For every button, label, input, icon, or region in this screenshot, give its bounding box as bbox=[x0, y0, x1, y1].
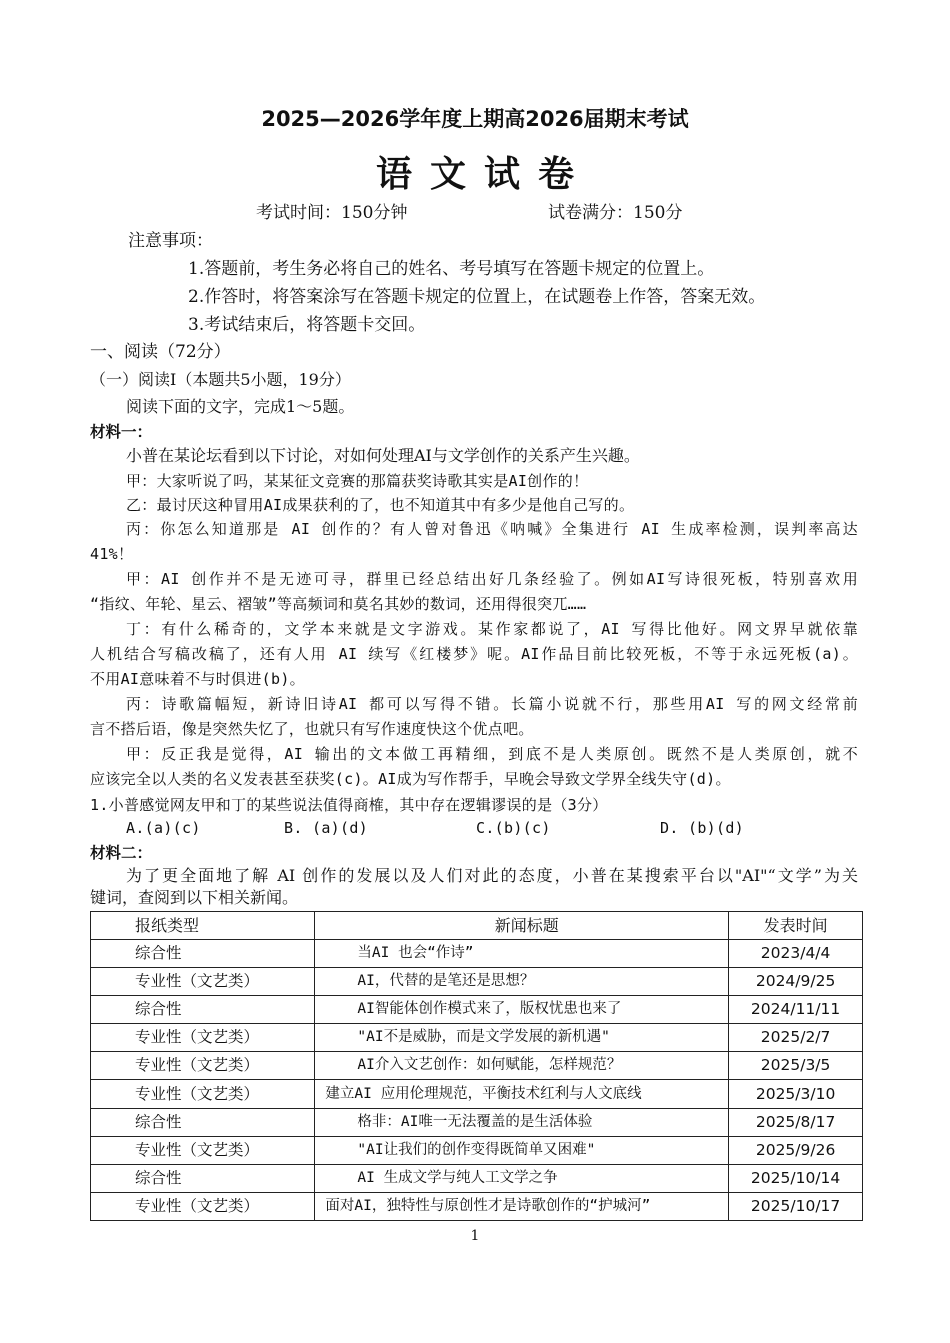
paper-type-cell: 专业性（文艺类） bbox=[91, 1080, 315, 1108]
notes-heading: 注意事项： bbox=[128, 231, 213, 251]
publish-date-cell: 2025/8/17 bbox=[729, 1108, 863, 1136]
full-score: 试卷满分：150分 bbox=[548, 203, 683, 223]
paper-type-cell: 专业性（文艺类） bbox=[91, 1024, 315, 1052]
table-row bbox=[91, 1192, 863, 1220]
table-row bbox=[91, 968, 863, 996]
exam-time: 考试时间：150分钟 bbox=[256, 203, 408, 223]
question-1-option-a: A.(a)(c) bbox=[126, 819, 201, 837]
material1-line: 应该完全以人类的名义发表甚至获奖(c)。AI成为写作帮手，早晚会导致文学界全线失守(d)。 bbox=[90, 770, 731, 788]
table-row bbox=[91, 940, 863, 968]
subject-title: 语文试卷 bbox=[375, 153, 592, 195]
news-title-cell: AI 生成文学与纯人工文学之争 bbox=[315, 1164, 729, 1192]
material2-label: 材料二： bbox=[90, 844, 153, 862]
page-number: 1 bbox=[470, 1228, 480, 1244]
section-title: 一、阅读（72分） bbox=[90, 342, 231, 362]
news-table bbox=[90, 911, 863, 1221]
publish-date-cell: 2025/3/10 bbox=[729, 1080, 863, 1108]
material1-line: 小普在某论坛看到以下讨论，对如何处理AI与文学创作的关系产生兴趣。 bbox=[126, 446, 640, 465]
publish-date-cell: 2025/2/7 bbox=[729, 1024, 863, 1052]
material1-line: 甲：AI 创作并不是无迹可寻，群里已经总结出好几条经验了。例如AI写诗很死板，特别喜欢用 bbox=[126, 570, 858, 588]
paper-type-cell: 综合性 bbox=[91, 1164, 315, 1192]
news-title-cell: AI智能体创作模式来了，版权忧患也来了 bbox=[315, 996, 729, 1024]
header-news-title: 新闻标题 bbox=[315, 912, 729, 940]
publish-date-cell: 2023/4/4 bbox=[729, 940, 863, 968]
publish-date-cell: 2025/10/14 bbox=[729, 1164, 863, 1192]
material2-intro: 键词，查阅到以下相关新闻。 bbox=[90, 888, 299, 907]
material2-intro: 为了更全面地了解 AI 创作的发展以及人们对此的态度，小普在某搜索平台以"AI"“文学”为关 bbox=[126, 866, 858, 885]
paper-type-cell: 专业性（文艺类） bbox=[91, 1052, 315, 1080]
table-row bbox=[91, 996, 863, 1024]
material1-line: 言不搭后语，像是突然失忆了，也就只有写作速度快这个优点吧。 bbox=[90, 720, 534, 738]
note-item: 3.考试结束后，将答题卡交回。 bbox=[188, 315, 426, 335]
news-title-cell: "AI不是威胁，而是文学发展的新机遇" bbox=[315, 1024, 729, 1052]
publish-date-cell: 2024/9/25 bbox=[729, 968, 863, 996]
news-title-cell: 面对AI，独特性与原创性才是诗歌创作的“护城河” bbox=[315, 1192, 729, 1220]
news-title-cell: 建立AI 应用伦理规范，平衡技术红利与人文底线 bbox=[315, 1080, 729, 1108]
subsection-title: （一）阅读Ⅰ（本题共5小题，19分） bbox=[90, 370, 351, 389]
exam-title: 2025—2026学年度上期高2026届期末考试 bbox=[261, 107, 689, 131]
news-title-cell: AI介入文艺创作：如何赋能，怎样规范？ bbox=[315, 1052, 729, 1080]
paper-type-cell: 综合性 bbox=[91, 940, 315, 968]
note-item: 1.答题前，考生务必将自己的姓名、考号填写在答题卡规定的位置上。 bbox=[188, 259, 715, 279]
header-publish-date: 发表时间 bbox=[729, 912, 863, 940]
table-row bbox=[91, 1164, 863, 1192]
question-1-option-d: D. (b)(d) bbox=[660, 819, 744, 837]
question-1-option-c: C.(b)(c) bbox=[476, 819, 551, 837]
material1-line: 丁：有什么稀奇的，文学本来就是文字游戏。某作家都说了，AI 写得比他好。网文界早就依靠 bbox=[126, 620, 858, 638]
news-title-cell: AI，代替的是笔还是思想？ bbox=[315, 968, 729, 996]
material1-line: 人机结合写稿改稿了，还有人用 AI 续写《红楼梦》呢。AI作品目前比较死板，不等于永远死板(a)。 bbox=[90, 645, 858, 663]
news-title-cell: "AI让我们的创作变得既简单又困难" bbox=[315, 1136, 729, 1164]
material1-line: 丙：你怎么知道那是 AI 创作的？有人曾对鲁迅《呐喊》全集进行 AI 生成率检测，误判率高达 bbox=[126, 520, 858, 538]
publish-date-cell: 2025/3/5 bbox=[729, 1052, 863, 1080]
material1-line: 甲：反正我是觉得，AI 输出的文本做工再精细，到底不是人类原创。既然不是人类原创，就不 bbox=[126, 745, 858, 763]
paper-type-cell: 专业性（文艺类） bbox=[91, 968, 315, 996]
material1-line: “指纹、年轮、星云、褶皱”等高频词和莫名其妙的数词，还用得很突兀…… bbox=[90, 595, 587, 613]
material1-label: 材料一： bbox=[90, 423, 153, 441]
note-item: 2.作答时，将答案涂写在答题卡规定的位置上，在试题卷上作答，答案无效。 bbox=[188, 287, 766, 307]
news-title-cell: 格非：AI唯一无法覆盖的是生活体验 bbox=[315, 1108, 729, 1136]
header-paper-type: 报纸类型 bbox=[91, 912, 315, 940]
table-row bbox=[91, 1024, 863, 1052]
reading-instruction: 阅读下面的文字，完成1～5题。 bbox=[126, 397, 355, 416]
publish-date-cell: 2025/10/17 bbox=[729, 1192, 863, 1220]
material1-line: 丙：诗歌篇幅短，新诗旧诗AI 都可以写得不错。长篇小说就不行，那些用AI 写的网文经常前 bbox=[126, 695, 858, 713]
material1-line: 甲：大家听说了吗，某某征文竞赛的那篇获奖诗歌其实是AI创作的！ bbox=[126, 472, 589, 490]
news-title-cell: 当AI 也会“作诗” bbox=[315, 940, 729, 968]
table-row bbox=[91, 1136, 863, 1164]
question-1-stem: 1.小普感觉网友甲和丁的某些说法值得商榷，其中存在逻辑谬误的是（3分） bbox=[90, 796, 608, 814]
question-1-option-b: B. (a)(d) bbox=[284, 819, 368, 837]
table-row bbox=[91, 1108, 863, 1136]
paper-type-cell: 综合性 bbox=[91, 1108, 315, 1136]
table-row bbox=[91, 1080, 863, 1108]
paper-type-cell: 综合性 bbox=[91, 996, 315, 1024]
publish-date-cell: 2024/11/11 bbox=[729, 996, 863, 1024]
paper-type-cell: 专业性（文艺类） bbox=[91, 1192, 315, 1220]
material1-line: 41%！ bbox=[90, 545, 134, 563]
news-table-header-row bbox=[91, 912, 863, 940]
table-row bbox=[91, 1052, 863, 1080]
material1-line: 不用AI意味着不与时俱进(b)。 bbox=[90, 670, 305, 688]
material1-line: 乙：最讨厌这种冒用AI成果获利的了，也不知道其中有多少是他自己写的。 bbox=[126, 496, 635, 514]
paper-type-cell: 专业性（文艺类） bbox=[91, 1136, 315, 1164]
publish-date-cell: 2025/9/26 bbox=[729, 1136, 863, 1164]
